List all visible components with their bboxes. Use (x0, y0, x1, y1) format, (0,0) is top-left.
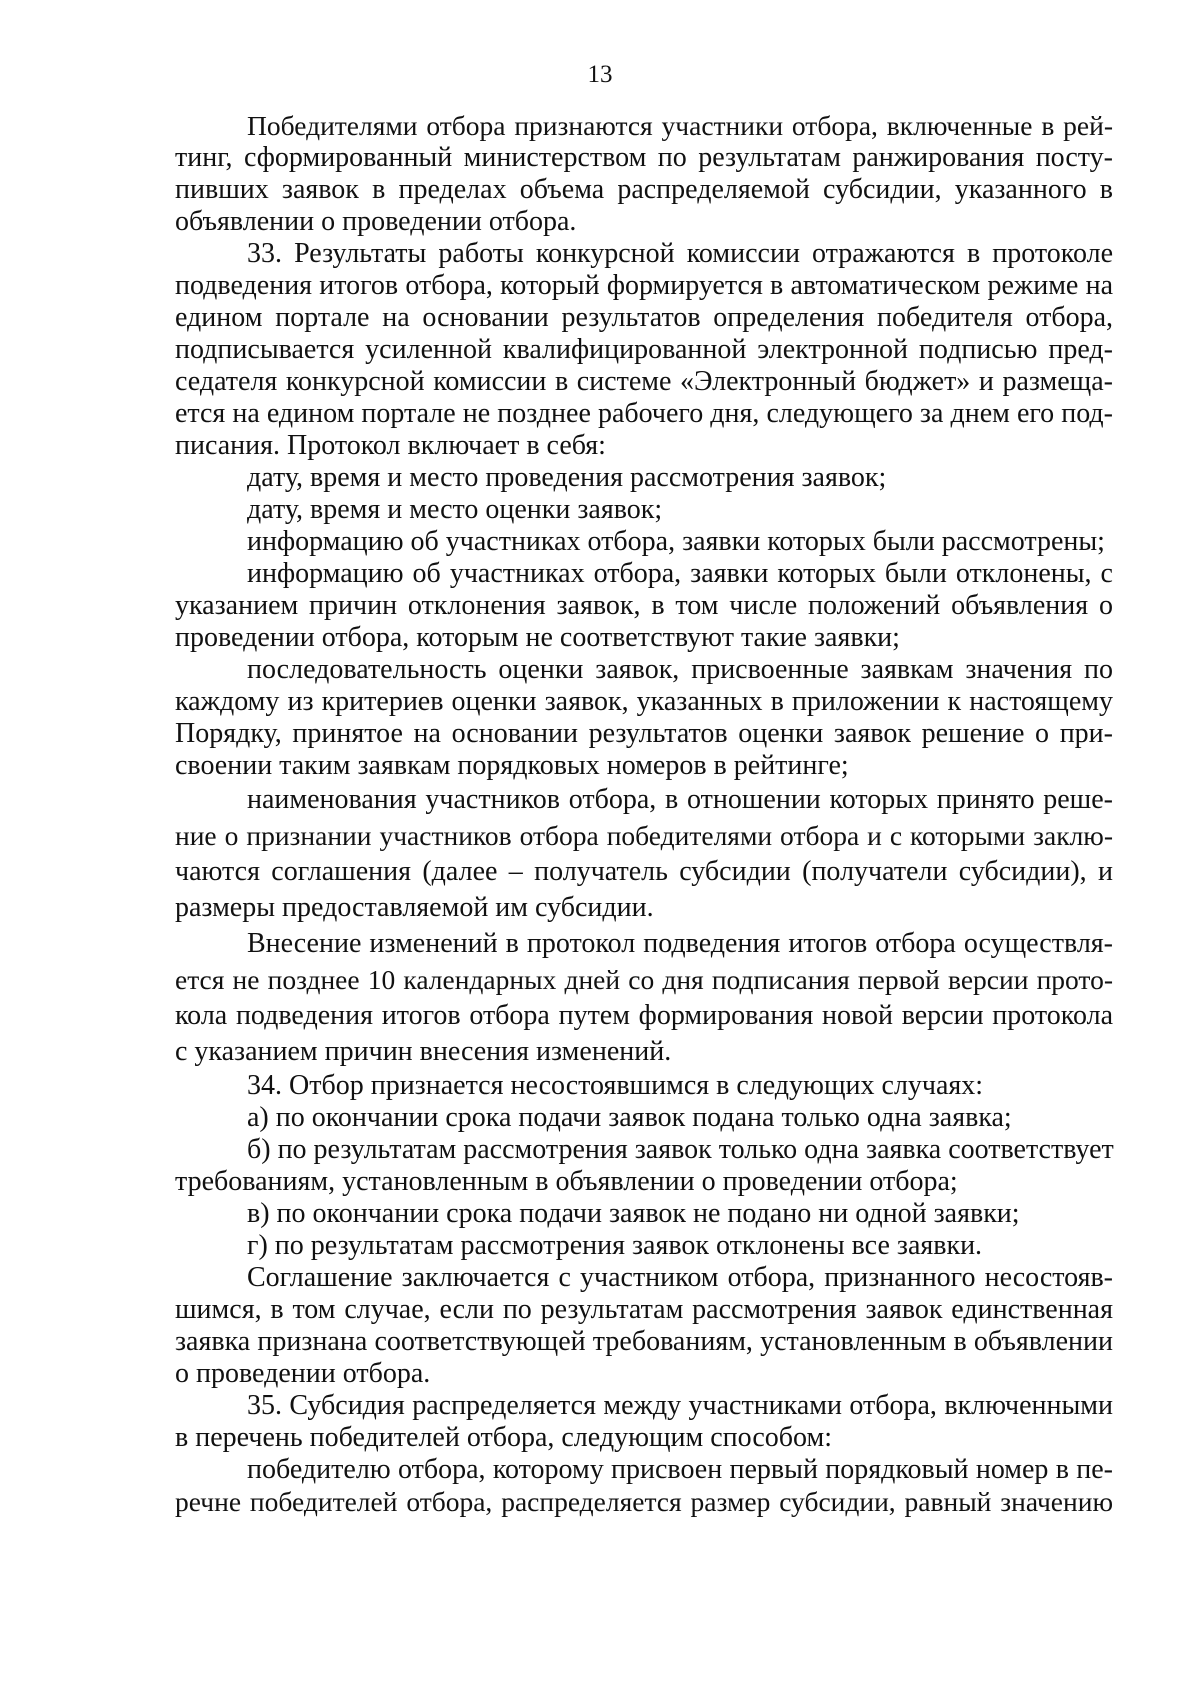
text-line: указанием причин отклонения заявок, в том числе положений объявления о (175, 590, 1113, 621)
paragraph (175, 1230, 1113, 1262)
text-line: 35. Субсидия распределяется между участниками отбора, включенными (247, 1390, 1113, 1421)
document-body (175, 110, 1113, 1518)
text-line: объявлении о проведении отбора. (175, 206, 577, 237)
text-line: чаются соглашения (далее – получатель субсидии (получатели субсидии), и (175, 856, 1113, 887)
text-line: ние о признании участников отбора победителями отбора и с которыми заклю- (175, 820, 1113, 851)
paragraph (175, 1134, 1113, 1198)
text-line: Соглашение заключается с участником отбора, признанного несостояв- (247, 1262, 1113, 1293)
text-line: дату, время и место оценки заявок; (247, 494, 663, 525)
text-line: седателя конкурсной комиссии в системе «Электронный бюджет» и размеща- (175, 366, 1113, 397)
text-line: а) по окончании срока подачи заявок подана только одна заявка; (247, 1102, 1012, 1133)
text-line: информацию об участниках отбора, заявки которых были отклонены, с (247, 558, 1113, 589)
paragraph (175, 238, 1113, 462)
text-line: победителю отбора, которому присвоен первый порядковый номер в пе- (247, 1454, 1113, 1485)
text-line: 33. Результаты работы конкурсной комиссии отражаются в протоколе (247, 238, 1113, 269)
text-line: заявка признана соответствующей требованиям, установленным в объявлении (175, 1326, 1113, 1357)
text-line: Внесение изменений в протокол подведения итогов отбора осуществля- (247, 928, 1113, 959)
text-line: дату, время и место проведения рассмотрения заявок; (247, 462, 887, 493)
page-number: 13 (587, 61, 613, 88)
text-line: своении таким заявкам порядковых номеров в рейтинге; (175, 750, 849, 781)
text-line: ется на едином портале не позднее рабочего дня, следующего за днем его под- (175, 398, 1113, 429)
paragraph (175, 1262, 1113, 1390)
text-line: Победителями отбора признаются участники отбора, включенные в рей- (247, 110, 1113, 141)
paragraph (175, 1198, 1113, 1230)
text-line: в перечень победителей отбора, следующим способом: (175, 1422, 833, 1453)
text-line: подведения итогов отбора, который формируется в автоматическом режиме на (175, 270, 1113, 301)
text-line: требованиям, установленным в объявлении о проведении отбора; (175, 1166, 958, 1197)
text-line: проведении отбора, которым не соответствуют такие заявки; (175, 622, 900, 653)
text-line: Порядку, принятое на основании результатов оценки заявок решение о при- (175, 718, 1113, 749)
text-line: 34. Отбор признается несостоявшимся в следующих случаях: (247, 1070, 984, 1101)
paragraph (175, 462, 1113, 494)
paragraph (175, 558, 1113, 654)
text-line: в) по окончании срока подачи заявок не подано ни одной заявки; (247, 1198, 1020, 1229)
paragraph (175, 494, 1113, 526)
text-line: речне победителей отбора, распределяется размер субсидии, равный значению (175, 1486, 1113, 1517)
text-line: информацию об участниках отбора, заявки которых были рассмотрены; (247, 526, 1105, 557)
text-line: б) по результатам рассмотрения заявок только одна заявка соответствует (247, 1134, 1114, 1165)
paragraph (175, 1390, 1113, 1454)
text-line: кола подведения итогов отбора путем формирования новой версии протокола (175, 1000, 1113, 1031)
text-line: ется не позднее 10 календарных дней со дня подписания первой версии прото- (175, 964, 1113, 995)
text-line: размеры предоставляемой им субсидии. (175, 892, 654, 923)
paragraph (175, 526, 1113, 558)
text-line: с указанием причин внесения изменений. (175, 1036, 672, 1067)
text-line: едином портале на основании результатов определения победителя отбора, (175, 302, 1113, 333)
paragraph (175, 782, 1113, 926)
text-line: подписывается усиленной квалифицированной электронной подписью пред- (175, 334, 1113, 365)
paragraph (175, 926, 1113, 1070)
paragraph (175, 110, 1113, 238)
paragraph (175, 1454, 1113, 1518)
text-line: тинг, сформированный министерством по результатам ранжирования посту- (175, 142, 1113, 173)
text-line: наименования участников отбора, в отношении которых принято реше- (247, 784, 1113, 815)
paragraph (175, 1102, 1113, 1134)
text-line: последовательность оценки заявок, присвоенные заявкам значения по (247, 654, 1113, 685)
text-line: шимся, в том случае, если по результатам рассмотрения заявок единственная (175, 1294, 1113, 1325)
paragraph (175, 1070, 1113, 1102)
text-line: г) по результатам рассмотрения заявок отклонены все заявки. (247, 1230, 983, 1261)
paragraph (175, 654, 1113, 782)
text-line: пивших заявок в пределах объема распределяемой субсидии, указанного в (175, 174, 1113, 205)
text-line: писания. Протокол включает в себя: (175, 430, 606, 461)
text-line: каждому из критериев оценки заявок, указанных в приложении к настоящему (175, 686, 1113, 717)
text-line: о проведении отбора. (175, 1358, 431, 1389)
